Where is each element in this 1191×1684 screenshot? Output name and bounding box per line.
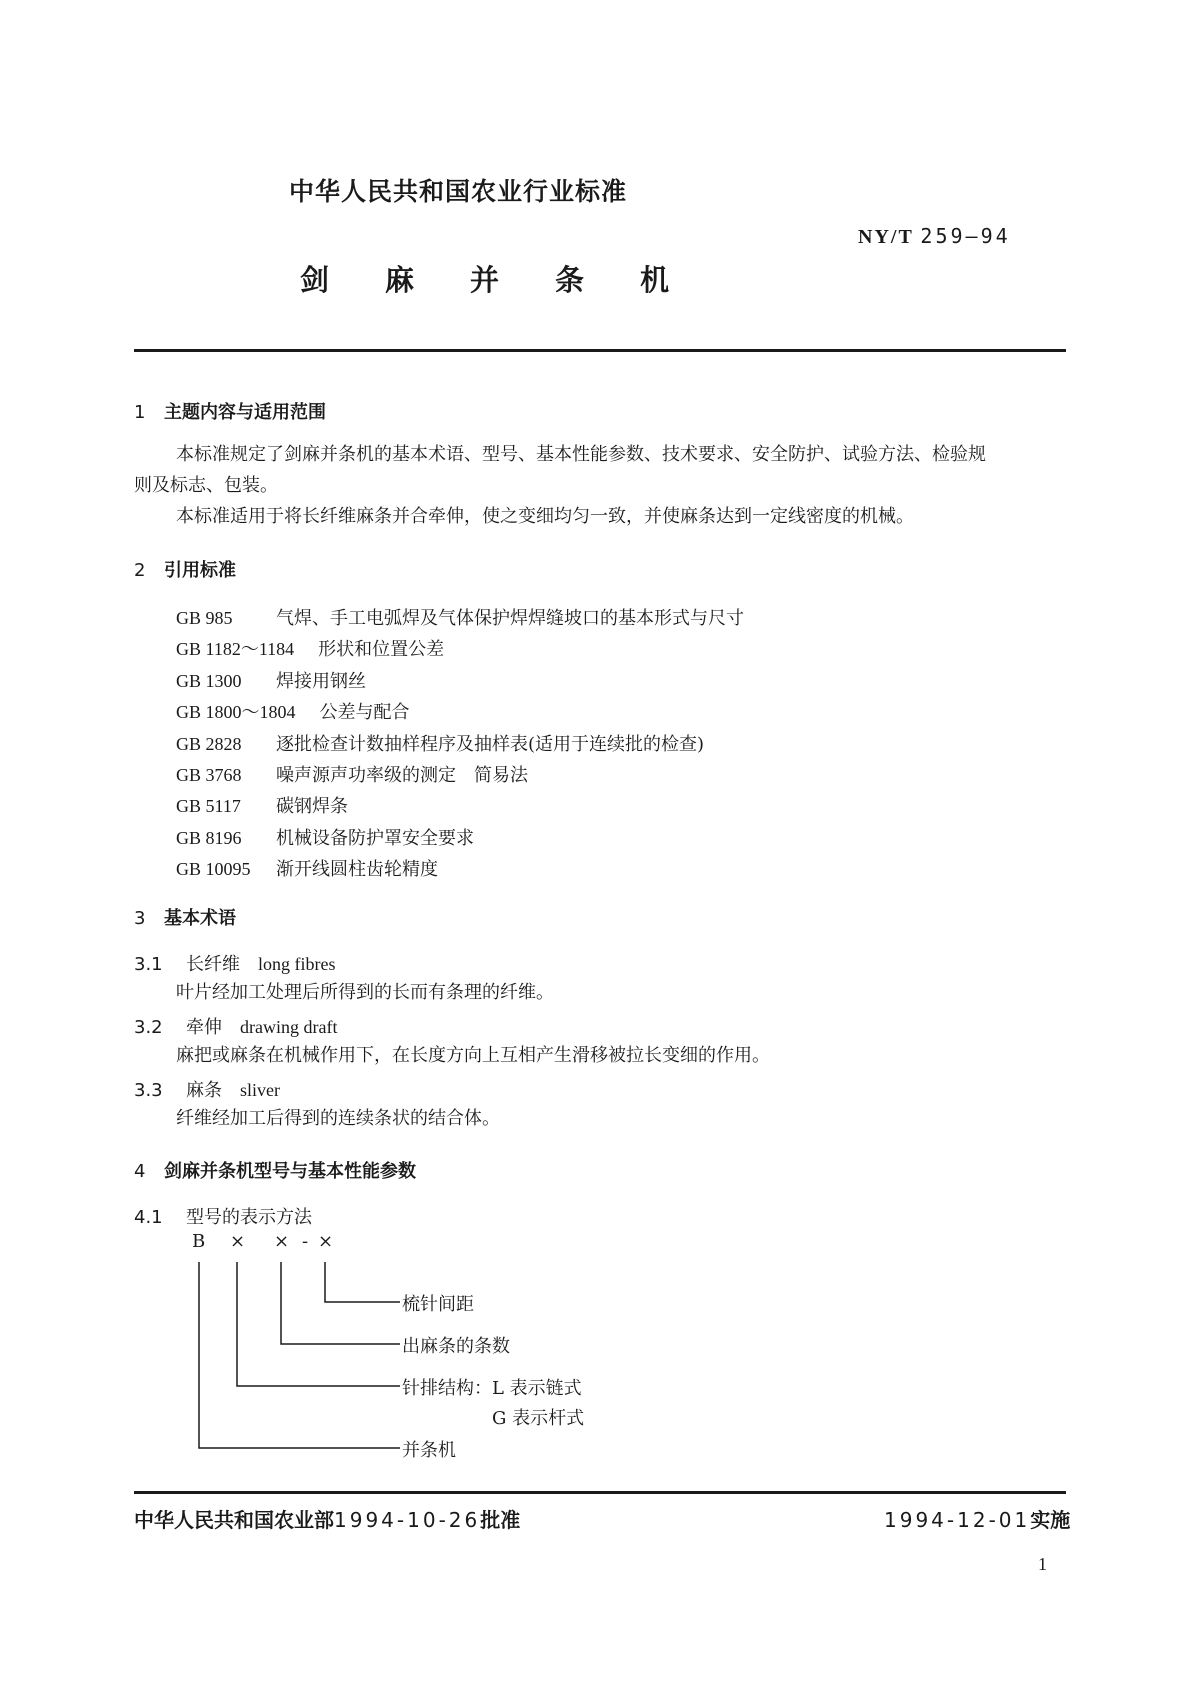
section-number: 4 <box>134 1161 146 1182</box>
reference-title: 气焊、手工电弧焊及气体保护焊焊缝坡口的基本形式与尺寸 <box>276 608 744 629</box>
subsection-title: 型号的表示方法 <box>186 1207 312 1228</box>
reference-code: GB 1182～1184 <box>176 639 295 659</box>
section-title: 主题内容与适用范围 <box>164 402 326 423</box>
section-title: 剑麻并条机型号与基本性能参数 <box>164 1161 416 1182</box>
approval-date: 1994-10-26 <box>334 1508 481 1532</box>
footer-divider <box>134 1491 1066 1494</box>
page-number: 1 <box>1038 1554 1047 1574</box>
term-number: 3.2 <box>134 1017 163 1038</box>
term-definition: 纤维经加工后得到的连续条状的结合体。 <box>176 1108 500 1129</box>
label-slivers: 出麻条的条数 <box>402 1336 510 1357</box>
label-machine: 并条机 <box>402 1440 456 1461</box>
label-structure-g: G 表示杆式 <box>492 1408 585 1429</box>
title-char: 条 <box>555 263 585 297</box>
term-zh: 牵伸 <box>186 1017 222 1038</box>
leader-line-machine <box>199 1262 400 1448</box>
standard-prefix: NY/T <box>858 226 921 248</box>
reference-code: GB 5117 <box>176 796 241 816</box>
reference-title: 焊接用钢丝 <box>276 671 366 692</box>
subsection-number: 4.1 <box>134 1207 163 1228</box>
s1-paragraph-1-line-2: 则及标志、包装。 <box>134 475 278 496</box>
reference-title: 逐批检查计数抽样程序及抽样表(适用于连续批的检查) <box>276 734 705 755</box>
term-number: 3.3 <box>134 1080 163 1101</box>
section-title: 基本术语 <box>164 908 236 929</box>
reference-code: GB 1300 <box>176 671 242 691</box>
reference-title: 渐开线圆柱齿轮精度 <box>276 859 438 880</box>
term-number: 3.1 <box>134 954 163 975</box>
reference-code: GB 985 <box>176 608 233 628</box>
term-en: drawing draft <box>240 1017 338 1037</box>
term-zh: 麻条 <box>186 1080 222 1101</box>
effective-date: 1994-12-01 <box>884 1508 1031 1532</box>
standard-number: 259—94 <box>920 224 1011 248</box>
approval-word: 批准 <box>480 1508 521 1532</box>
effective-line <box>884 1504 1070 1533</box>
approval-line <box>134 1504 520 1533</box>
reference-title: 公差与配合 <box>319 702 410 723</box>
term-en: long fibres <box>258 954 336 974</box>
model-char-structure: × <box>230 1231 246 1252</box>
term-en: sliver <box>240 1080 280 1100</box>
title-char: 麻 <box>385 263 415 297</box>
section-number: 2 <box>134 560 146 581</box>
title-char: 并 <box>470 263 500 297</box>
model-char-pitch: × <box>318 1231 334 1252</box>
leader-line-slivers <box>281 1262 400 1344</box>
section-number: 1 <box>134 402 146 423</box>
reference-code: GB 3768 <box>176 765 242 785</box>
model-char-slivers: × <box>274 1231 290 1252</box>
model-char-b: B <box>192 1231 206 1252</box>
reference-code: GB 2828 <box>176 734 242 754</box>
reference-title: 形状和位置公差 <box>318 639 445 660</box>
s1-paragraph-1-line-1: 本标准规定了剑麻并条机的基本术语、型号、基本性能参数、技术要求、安全防护、试验方法、检验规 <box>176 444 986 465</box>
leader-line-pitch <box>325 1262 400 1302</box>
model-dash: - <box>302 1231 309 1252</box>
section-number: 3 <box>134 908 146 929</box>
reference-code: GB 1800～1804 <box>176 702 296 722</box>
issuer-title: 中华人民共和国农业行业标准 <box>289 177 628 206</box>
approval-org: 中华人民共和国农业部 <box>134 1508 334 1532</box>
label-structure: 针排结构：L 表示链式 <box>402 1378 582 1399</box>
section-title: 引用标准 <box>164 560 236 581</box>
reference-code: GB 8196 <box>176 828 242 848</box>
label-pitch: 梳针间距 <box>402 1294 474 1315</box>
title-char: 剑 <box>300 263 330 297</box>
term-definition: 麻把或麻条在机械作用下，在长度方向上互相产生滑移被拉长变细的作用。 <box>176 1045 770 1066</box>
reference-title: 噪声源声功率级的测定 简易法 <box>276 765 528 786</box>
term-zh: 长纤维 <box>186 954 240 975</box>
title-char: 机 <box>640 263 670 297</box>
reference-title: 碳钢焊条 <box>276 796 348 817</box>
reference-code: GB 10095 <box>176 859 251 879</box>
s1-paragraph-2: 本标准适用于将长纤维麻条并合牵伸，使之变细均匀一致，并使麻条达到一定线密度的机械。 <box>176 506 914 527</box>
effective-word: 实施 <box>1030 1508 1071 1532</box>
term-definition: 叶片经加工处理后所得到的长而有条理的纤维。 <box>176 982 554 1003</box>
reference-title: 机械设备防护罩安全要求 <box>276 828 474 849</box>
leader-line-structure <box>237 1262 400 1386</box>
